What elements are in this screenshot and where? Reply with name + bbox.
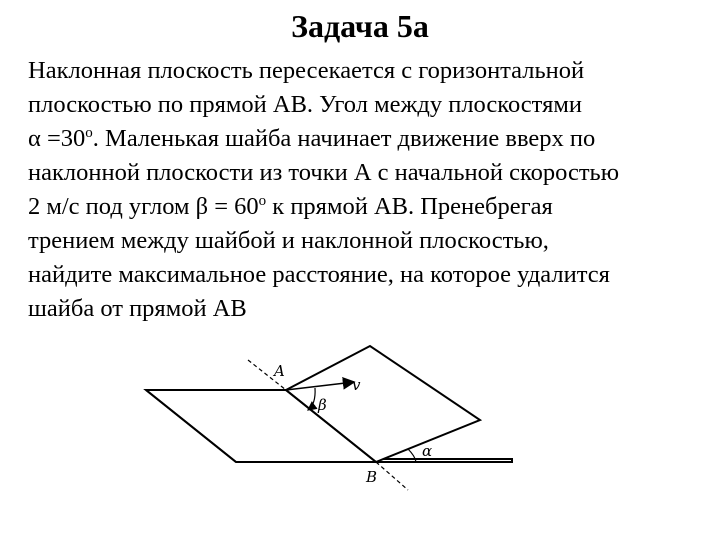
line-ab-dashed-bottom bbox=[376, 462, 408, 490]
slide-title: Задача 5а bbox=[291, 8, 429, 44]
problem-line-8: шайба от прямой АВ bbox=[28, 295, 247, 322]
problem-line-5-rest: к прямой АВ. Пренебрегая bbox=[266, 193, 553, 220]
problem-statement bbox=[28, 54, 708, 326]
beta-value: = 60 bbox=[208, 193, 259, 220]
point-a-label: A bbox=[274, 362, 285, 380]
inclined-plane-diagram bbox=[140, 338, 520, 538]
problem-line-1: Наклонная плоскость пересекается с горизонтальной bbox=[28, 57, 585, 84]
point-b-label: B bbox=[366, 468, 378, 486]
alpha-label: α bbox=[422, 442, 433, 460]
alpha-value: =30 bbox=[40, 125, 86, 152]
velocity-label: v bbox=[352, 376, 361, 394]
problem-line-3-rest: . Маленькая шайба начинает движение вверх по bbox=[92, 125, 596, 152]
degree-mark: о bbox=[258, 193, 267, 209]
problem-line-6: трением между шайбой и наклонной плоскостью, bbox=[28, 227, 549, 254]
problem-line-4: наклонной плоскости из точки А с начальной скоростью bbox=[28, 159, 620, 186]
problem-line-7: найдите максимальное расстояние, на которое удалится bbox=[28, 261, 610, 288]
problem-line-5 bbox=[28, 190, 708, 224]
beta-symbol: β bbox=[195, 193, 209, 220]
problem-line-2: плоскостью по прямой АВ. Угол между плоскостями bbox=[28, 91, 582, 118]
problem-line-3 bbox=[28, 122, 708, 156]
alpha-symbol: α bbox=[28, 125, 41, 152]
degree-mark: о bbox=[85, 125, 93, 141]
beta-label: β bbox=[318, 396, 327, 414]
speed-text: 2 м/с под углом bbox=[28, 193, 196, 220]
